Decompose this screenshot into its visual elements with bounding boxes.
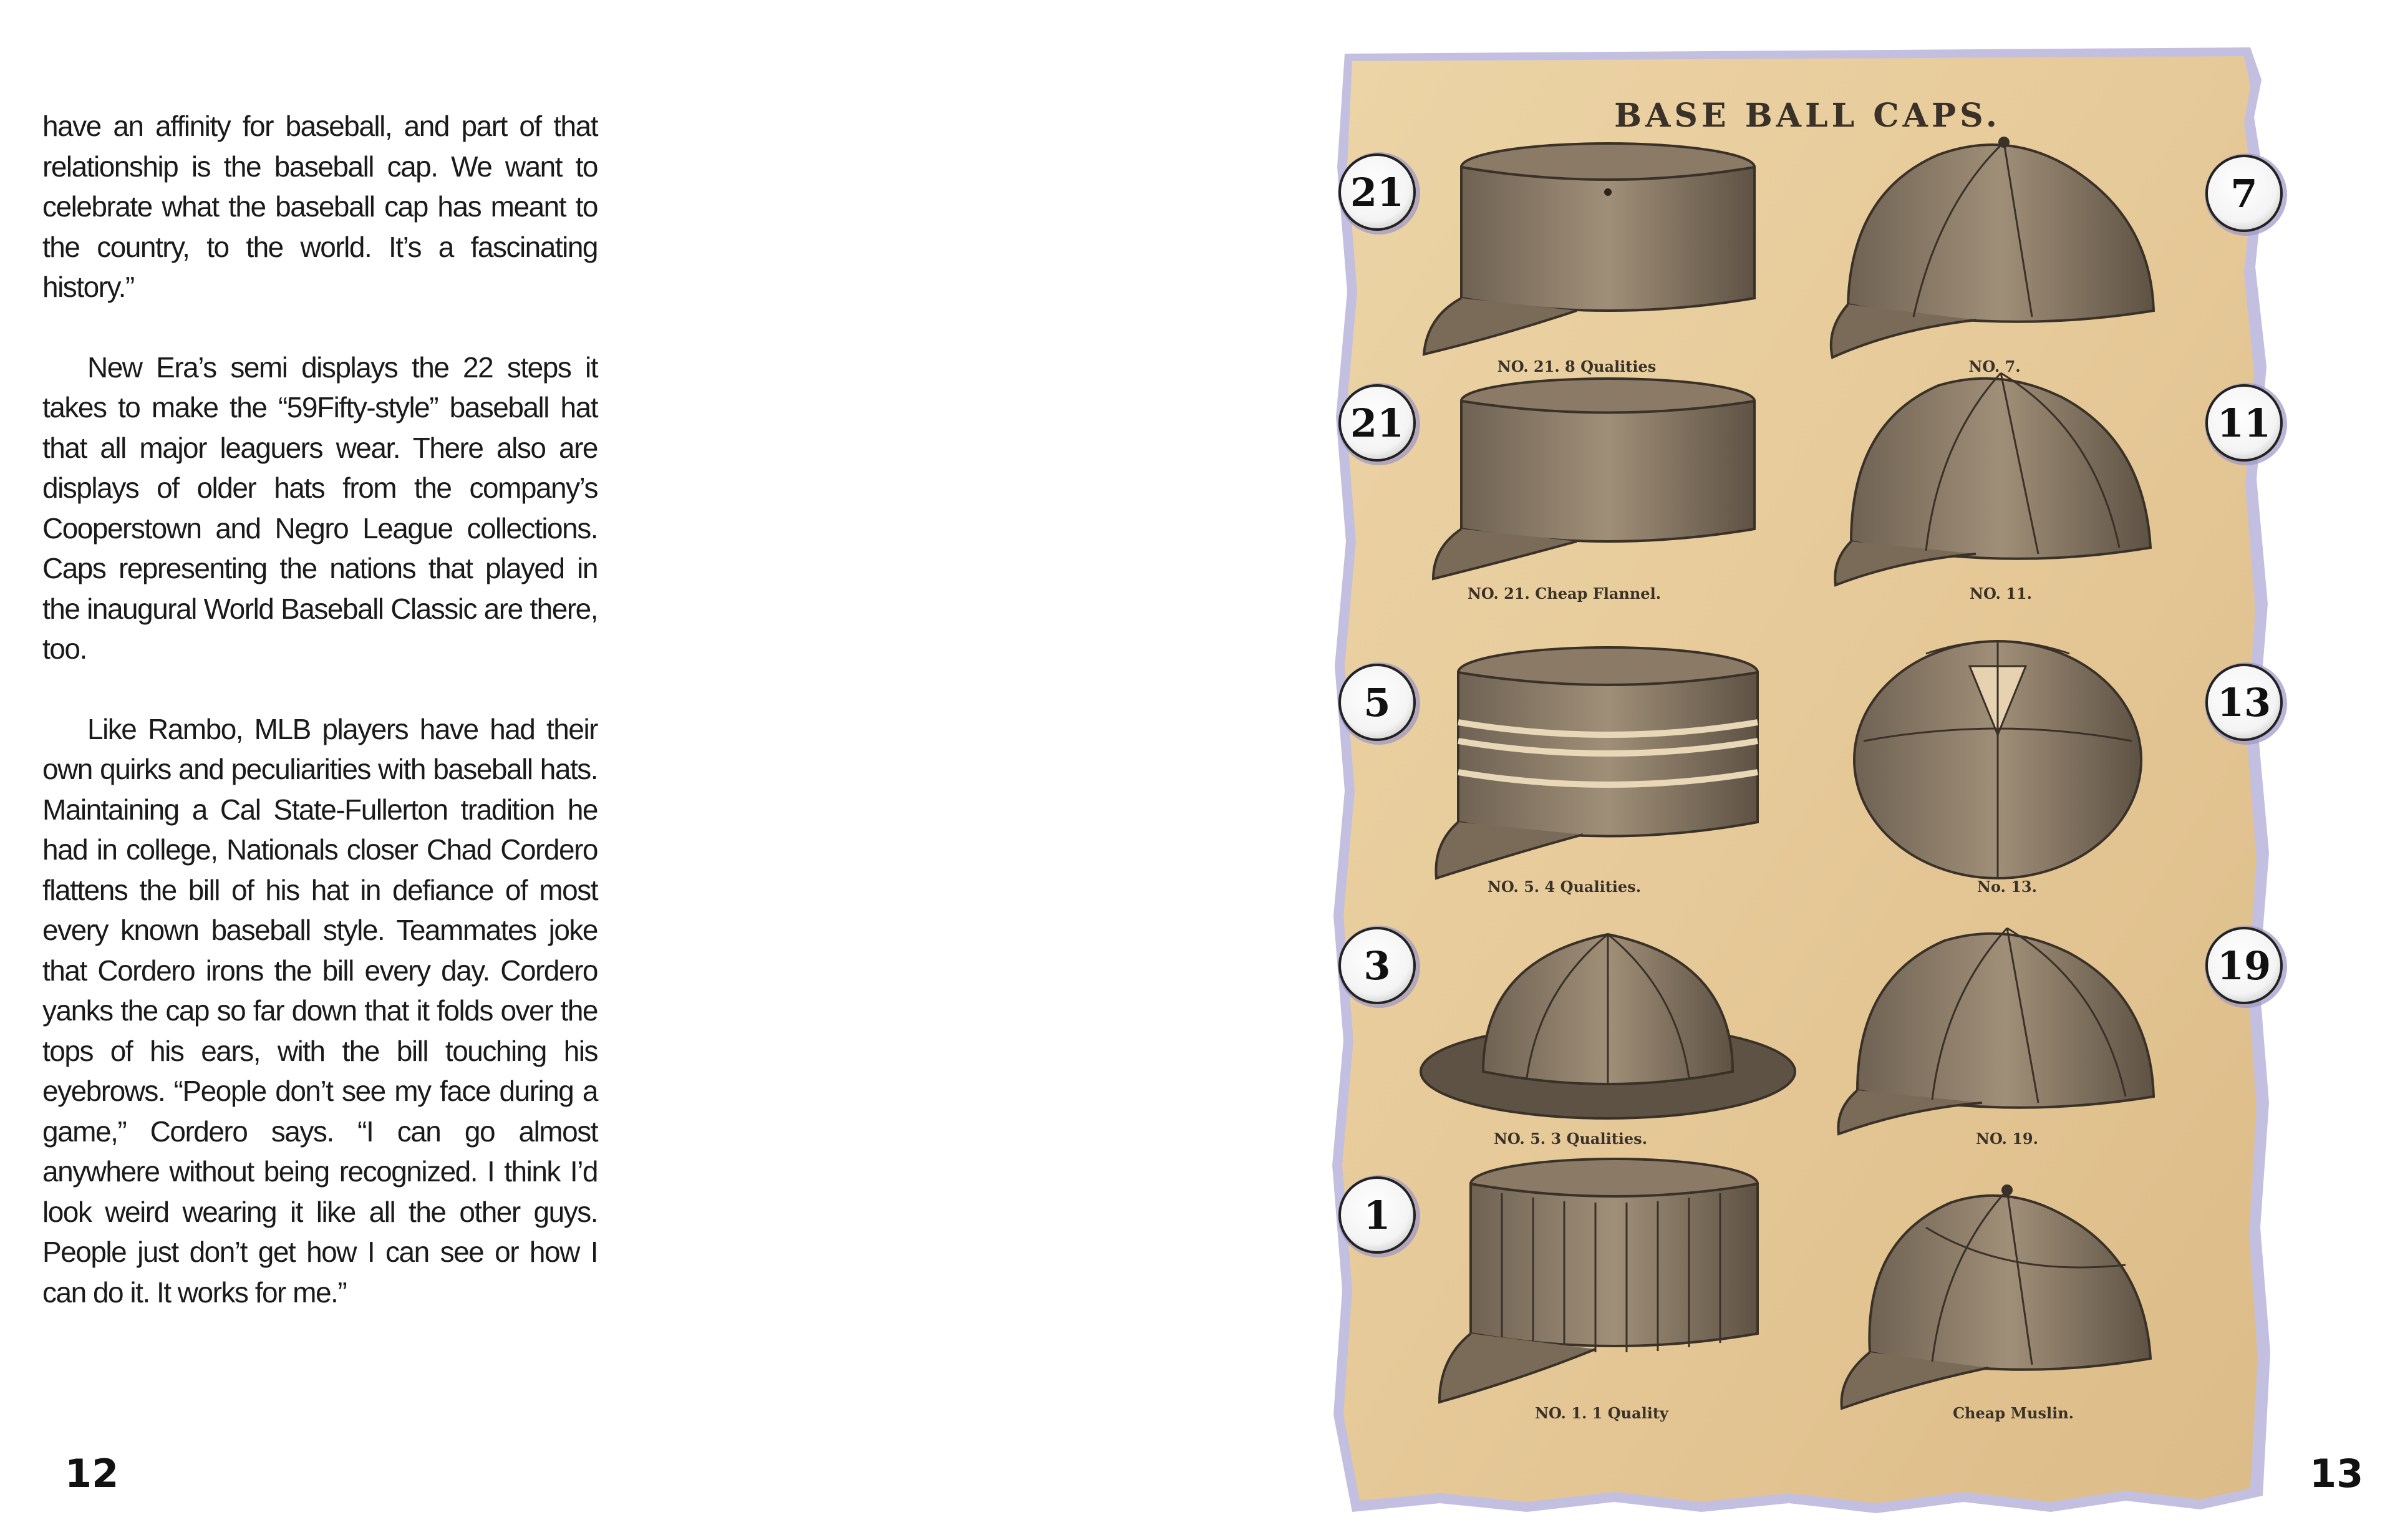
badge-row2-left [1338, 383, 1420, 465]
svg-text:5: 5 [1363, 680, 1391, 725]
svg-text:11: 11 [2217, 400, 2272, 446]
badge-row5-left [1338, 1175, 1420, 1257]
svg-text:7: 7 [2230, 171, 2258, 216]
caption-row1-left: NO. 21. 8 Qualities [1497, 357, 1657, 375]
article-body [42, 106, 598, 1352]
caption-row3-right: No. 13. [1977, 878, 2037, 896]
page-number-left: 12 [65, 1451, 119, 1496]
caption-row5-left: NO. 1. 1 Quality [1535, 1404, 1668, 1422]
paragraph-3: Like Rambo, MLB players have had their own quirks and peculiarities with baseball hats. Maintaining a Cal State-Fullerton tradition he had in college, Nationals closer Chad Cordero flattens the bill of his hat in defiance of most every known baseball style. Teammates joke that Cordero irons the bill every day. Cordero yanks the cap so far down that it folds over the tops of his ears, with the bill touching his eyebrows. “People don’t see my face during a game,” Cordero says. “I can go almost anywhere without being recognized. I think I’d look weird wearing it like all the other guys. People just don’t get how I can see or how I can do it. It works for me.” [42, 712, 598, 1309]
caption-row4-right: NO. 19. [1976, 1130, 2038, 1148]
svg-text:1: 1 [1363, 1193, 1391, 1238]
badge-row4-right [2205, 926, 2287, 1008]
badge-row3-left [1338, 662, 1420, 745]
svg-text:3: 3 [1363, 943, 1391, 989]
svg-text:21: 21 [1350, 170, 1405, 215]
paragraph-1: have an affinity for baseball, and part of that relationship is the baseball cap. We want to celebrate what the baseball cap has meant to the country, to the world. It’s a fascinating history.” [42, 110, 598, 303]
base-ball-caps-illustration [1315, 42, 2293, 1514]
caption-row5-right: Cheap Muslin. [1952, 1404, 2074, 1422]
caption-row2-right: NO. 11. [1970, 584, 2032, 603]
badge-row2-right [2205, 383, 2287, 465]
caption-row3-left: NO. 5. 4 Qualities. [1487, 878, 1642, 896]
svg-text:13: 13 [2217, 680, 2272, 725]
badge-row4-left [1338, 926, 1420, 1008]
badge-row3-right [2205, 662, 2287, 745]
badge-row1-left [1338, 152, 1420, 235]
caption-row4-left: NO. 5. 3 Qualities. [1493, 1130, 1648, 1148]
badge-row1-right [2205, 153, 2287, 236]
page-number-right: 13 [2310, 1451, 2364, 1496]
caption-row1-right: NO. 7. [1968, 357, 2021, 375]
svg-text:21: 21 [1350, 400, 1405, 446]
caption-row2-left: NO. 21. Cheap Flannel. [1467, 584, 1662, 603]
svg-text:19: 19 [2217, 943, 2272, 989]
paragraph-2: New Era’s semi displays the 22 steps it takes to make the “59Fifty-style” baseball hat that all major leaguers wear. There also are displays of older hats from the company’s Cooperstown and Negro League collections. Caps representing the nations that played in the inaugural World Baseball Classic are there, too. [42, 351, 598, 665]
plate-title: BASE BALL CAPS. [1614, 97, 2001, 135]
